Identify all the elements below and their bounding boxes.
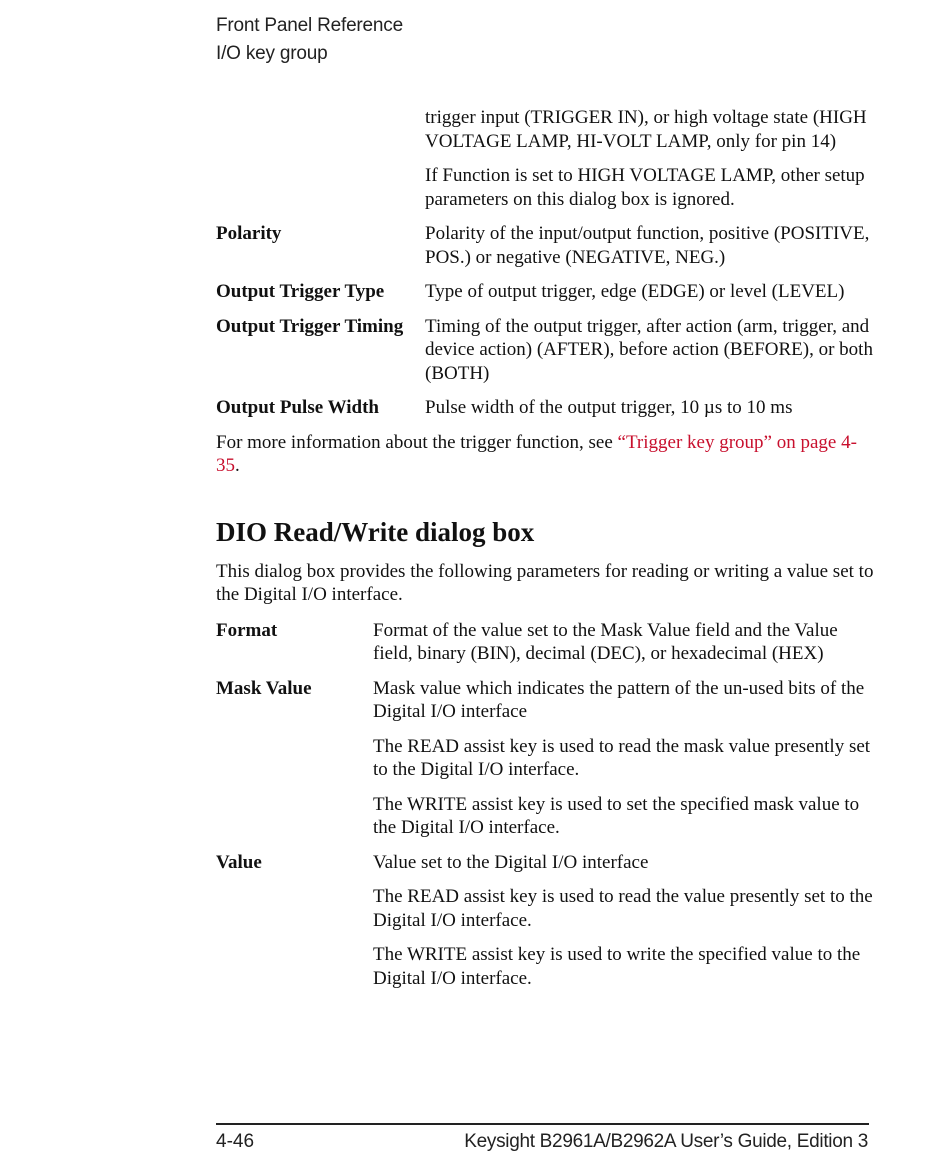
desc-paragraph: The READ assist key is used to read the value presently set to the Digital I/O interface.: [373, 886, 873, 931]
desc-output-trigger-type: [425, 280, 876, 315]
parameter-table-dio: [216, 619, 876, 1002]
desc-mask-value: [373, 677, 876, 851]
more-info-suffix: .: [235, 455, 240, 476]
more-info-prefix: For more information about the trigger function, see: [216, 431, 618, 453]
parameter-table-trigger: [216, 106, 876, 431]
running-header: [216, 12, 403, 68]
term-mask-value: Mask Value: [216, 677, 312, 699]
desc-paragraph: Polarity of the input/output function, positive (POSITIVE, POS.) or negative (NEGATIVE, NEG.): [425, 223, 870, 268]
desc-paragraph: Value set to the Digital I/O interface: [373, 851, 649, 873]
desc-continued: [425, 106, 876, 222]
desc-paragraph: Timing of the output trigger, after action (arm, trigger, and device action) (AFTER), before action (BEFORE), or both (BOTH): [425, 315, 873, 384]
desc-paragraph: Pulse width of the output trigger, 10 µs to 10 ms: [425, 397, 793, 418]
header-chapter: Front Panel Reference: [216, 15, 403, 36]
guide-title: Keysight B2961A/B2962A User’s Guide, Edition 3: [464, 1131, 868, 1152]
desc-paragraph: The WRITE assist key is used to write the specified value to the Digital I/O interface.: [373, 944, 861, 989]
desc-polarity: [425, 222, 876, 280]
term-continued: [216, 106, 425, 222]
desc-paragraph: Format of the value set to the Mask Value field and the Value field, binary (BIN), decimal (DEC), or hexadecimal (HEX): [373, 619, 838, 664]
desc-paragraph: Mask value which indicates the pattern of the un-used bits of the Digital I/O interface: [373, 677, 865, 722]
page-number: 4-46: [216, 1131, 255, 1152]
header-section: I/O key group: [216, 43, 328, 64]
desc-output-pulse-width: [425, 396, 876, 431]
term-polarity: Polarity: [216, 223, 282, 244]
desc-paragraph: If Function is set to HIGH VOLTAGE LAMP, other setup parameters on this dialog box is ignored.: [425, 165, 865, 210]
term-output-pulse-width: Output Pulse Width: [216, 397, 379, 418]
desc-paragraph: The WRITE assist key is used to set the specified mask value to the Digital I/O interface.: [373, 793, 860, 838]
desc-output-trigger-timing: [425, 315, 876, 397]
desc-value: [373, 851, 876, 1002]
term-format: Format: [216, 619, 278, 641]
desc-paragraph: The READ assist key is used to read the mask value presently set to the Digital I/O interface.: [373, 735, 871, 780]
term-output-trigger-type: Output Trigger Type: [216, 281, 385, 302]
footer-rule: [216, 1123, 869, 1125]
desc-format: [373, 619, 876, 677]
term-output-trigger-timing: Output Trigger Timing: [216, 315, 404, 337]
section-title: DIO Read/Write dialog box: [216, 516, 535, 547]
term-value: Value: [216, 851, 262, 873]
desc-paragraph: Type of output trigger, edge (EDGE) or level (LEVEL): [425, 281, 845, 302]
desc-paragraph: trigger input (TRIGGER IN), or high voltage state (HIGH VOLTAGE LAMP, HI-VOLT LAMP, only for pin 14): [425, 107, 867, 152]
more-info-paragraph: [216, 431, 876, 478]
page-content: [216, 106, 876, 1001]
trigger-key-group-link[interactable]: “Trigger key group” on page 4-35: [216, 431, 857, 476]
section-intro: This dialog box provides the following parameters for reading or writing a value set to the Digital I/O interface.: [216, 560, 874, 605]
